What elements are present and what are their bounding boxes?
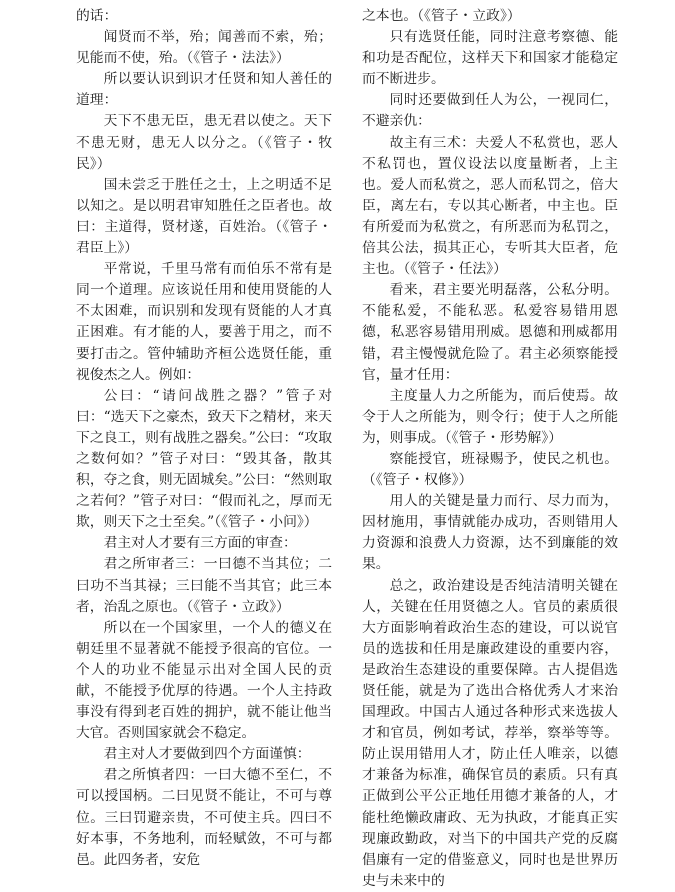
- quote-paragraph: 天下不患无臣，患无君以使之。天下不患无财，患无人以分之。（《管子・牧民》）: [76, 113, 332, 172]
- quote-paragraph: 君之所慎者四：一曰大德不至仁，不可以授国柄。二曰见贤不能让，不可与尊位。三曰罚避亲贵，不可使主兵。四曰不好本事，不务地利，而轻赋敛，不可与都邑。此四务者，安危: [76, 767, 332, 868]
- paragraph: 看来，君主要光明磊落，公私分明。不能私爱，不能私恶。私爱容易错用恩德，私恶容易错用刑威。恩德和刑威都用错，君主慢慢就危险了。君主必须察能授官，量才任用：: [362, 282, 618, 383]
- paragraph: 的话：: [76, 8, 118, 24]
- paragraph: 只有选贤任能，同时注意考察德、能和功是否配位，这样天下和国家才能稳定而不断进步。: [362, 29, 618, 88]
- quote-paragraph: 公曰：“请问战胜之器？”管子对曰：“选天下之豪杰，致天下之精材，来天下之良工，则有战胜之器矣。”公曰：“攻取之数何如？”管子对曰：“毁其备，散其积，夺之食，则无固城矣。”公曰：“然则取之若何？”管子对曰：“假而礼之，厚而无欺，则天下之士至矣。”（《管子・小问》）: [76, 387, 332, 531]
- paragraph: 君主对人才要做到四个方面谨慎：: [103, 746, 311, 763]
- paragraph: 所以要认识到识才任贤和知人善任的道理：: [76, 71, 332, 109]
- quote-paragraph: 察能授官，班禄赐予，使民之机也。（《管子・权修》）: [362, 450, 618, 489]
- right-column: [362, 6, 618, 892]
- quote-paragraph: 故主有三术：夫爱人不私赏也，恶人不私罚也，置仪设法以度量断者，上主也。爱人而私赏之，恶人而私罚之，倍大臣，离左右，专以其心断者，中主也。臣有所爱而为私赏之，有所恶而为私罚之，倍其公法，损其正心，专听其大臣者，危主也。（《管子・任法》）: [362, 134, 618, 278]
- paragraph: 用人的关键是量力而行、尽力而为，因材施用，事情就能办成功，否则错用人力资源和浪费人力资源，达不到廉能的效果。: [362, 493, 618, 573]
- left-column: [76, 6, 332, 871]
- quote-paragraph: 君之所审者三：一曰德不当其位；二曰功不当其禄；三曰能不当其官；此三本者，治乱之原也。（《管子・立政》）: [76, 556, 332, 615]
- paragraph: 所以在一个国家里，一个人的德义在朝廷里不显著就不能授予很高的官位。一个人的功业不能显示出对全国人民的贡献，不能授予优厚的待遇。一个人主持政事没有得到老百姓的拥护，就不能让他当大官。否则国家就会不稳定。: [76, 619, 332, 742]
- quote-paragraph: 国未尝乏于胜任之士，上之明适不足以知之。是以明君审知胜任之臣者也。故曰：主道得，贤材遂，百姓治。（《管子・君臣上》）: [76, 176, 332, 257]
- paragraph: 平常说，千里马常有而伯乐不常有是同一个道理。应该说任用和使用贤能的人不太困难，而识别和发现有贤能的人才真正困难。有才能的人，要善于用之，而不要打击之。管仲辅助齐桓公选贤任能，重视俊杰之人。例如：: [76, 261, 332, 383]
- quote-paragraph: 主度量人力之所能为，而后使焉。故令于人之所能为，则令行；使于人之所能为，则事成。（《管子・形势解》）: [362, 387, 618, 446]
- paragraph: 之本也。（《管子・立政》）: [362, 8, 521, 24]
- paragraph: 君主对人才要有三方面的审查：: [103, 535, 297, 552]
- quote-paragraph: 闻贤而不举，殆；闻善而不索，殆；见能而不使，殆。（《管子・法法》）: [76, 29, 332, 67]
- paragraph: 总之，政治建设是否纯洁清明关键在人，关键在任用贤德之人。官员的素质很大方面影响着政治生态的建设，可以说官员的选拔和任用是廉政建设的重要内容，是政治生态建设的重要保障。古人提倡选贤任能，就是为了选出合格优秀人才来治国理政。中国古人通过各种形式来选拔人才和官员，例如考试，荐举，察举等等。防止误用错用人才，防止任人唯亲，以德才兼备为标准，确保官员的素质。只有真正做到公平公正地任用德才兼备的人，才能杜绝懒政庸政、无为执政，才能真正实现廉政勤政，对当下的中国共产党的反腐倡廉有一定的借鉴意义，同时也是世界历史与未来中的: [362, 577, 618, 889]
- paragraph: 同时还要做到任人为公，一视同仁，不避亲仇：: [362, 92, 618, 130]
